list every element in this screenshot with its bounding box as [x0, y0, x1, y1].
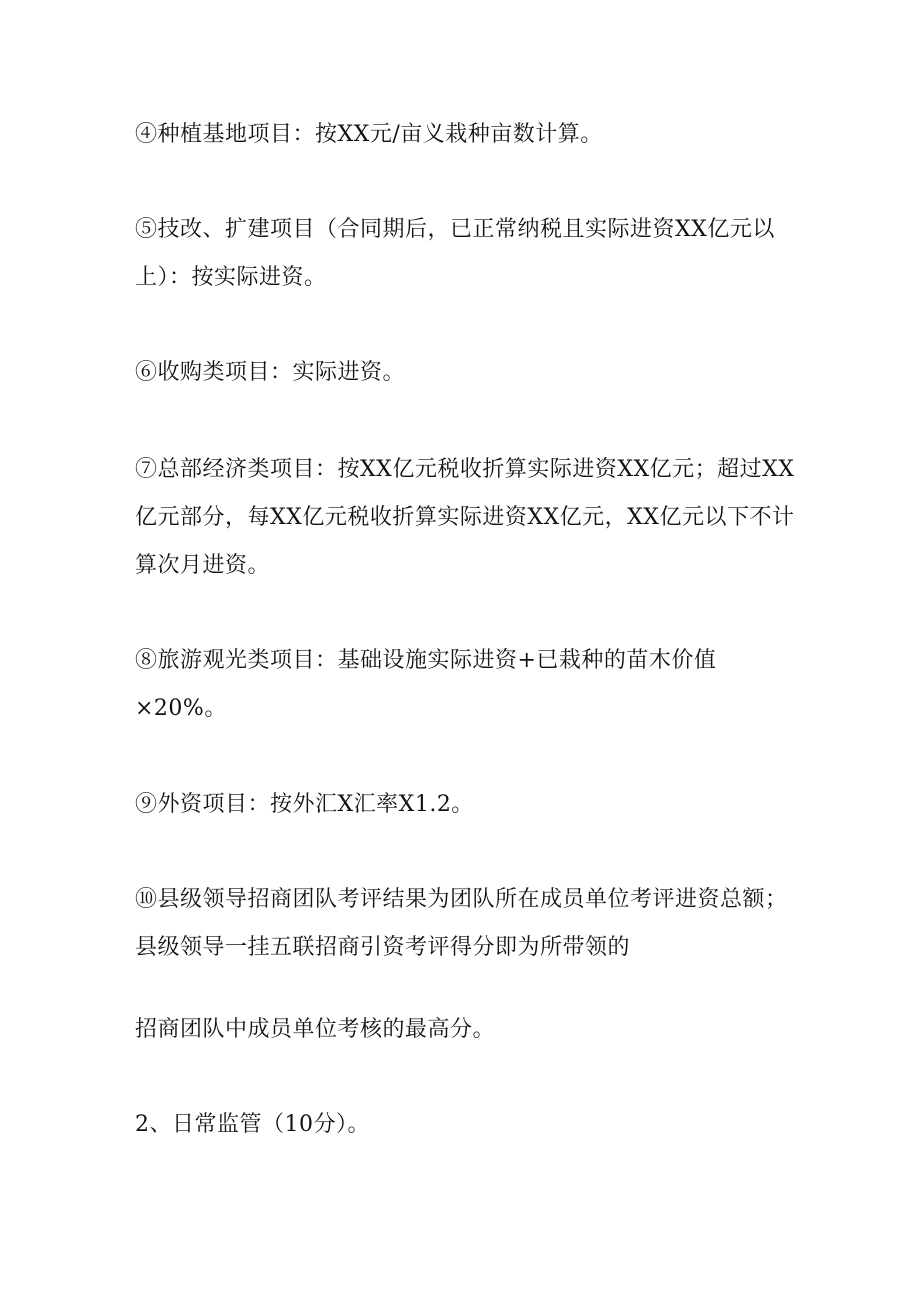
item-4-planting-base: ④种植基地项目：按XX元/亩义栽种亩数计算。 — [135, 122, 603, 147]
item-10-county-leaders-line-3: 招商团队中成员单位考核的最高分。 — [135, 1017, 496, 1042]
item-10-county-leaders-line-2: 县级领导一挂五联招商引资考评得分即为所带领的 — [135, 935, 631, 960]
section-2-daily-supervision: 2、日常监管（10分）。 — [135, 1112, 370, 1137]
item-8-tourism-line-1: ⑧旅游观光类项目：基础设施实际进资+已栽种的苗木价值 — [135, 648, 717, 673]
item-9-foreign-investment: ⑨外资项目：按外汇X汇率X1.2。 — [135, 792, 474, 817]
item-7-headquarters-line-3: 算次月进资。 — [135, 553, 271, 578]
item-6-acquisition: ⑥收购类项目：实际进资。 — [135, 360, 406, 385]
item-10-county-leaders-line-1: ⑩县级领导招商团队考评结果为团队所在成员单位考评进资总额； — [135, 887, 788, 912]
item-5-tech-upgrade-line-2: 上）：按实际进资。 — [135, 265, 327, 290]
item-7-headquarters-line-1: ⑦总部经济类项目：按XX亿元税收折算实际进资XX亿元；超过XX — [135, 457, 795, 482]
item-5-tech-upgrade-line-1: ⑤技改、扩建项目（合同期后，已正常纳税且实际进资XX亿元以 — [135, 217, 775, 242]
item-7-headquarters-line-2: 亿元部分，每XX亿元税收折算实际进资XX亿元，XX亿元以下不计 — [135, 505, 795, 530]
item-8-tourism-line-2: ×20%。 — [135, 696, 227, 721]
